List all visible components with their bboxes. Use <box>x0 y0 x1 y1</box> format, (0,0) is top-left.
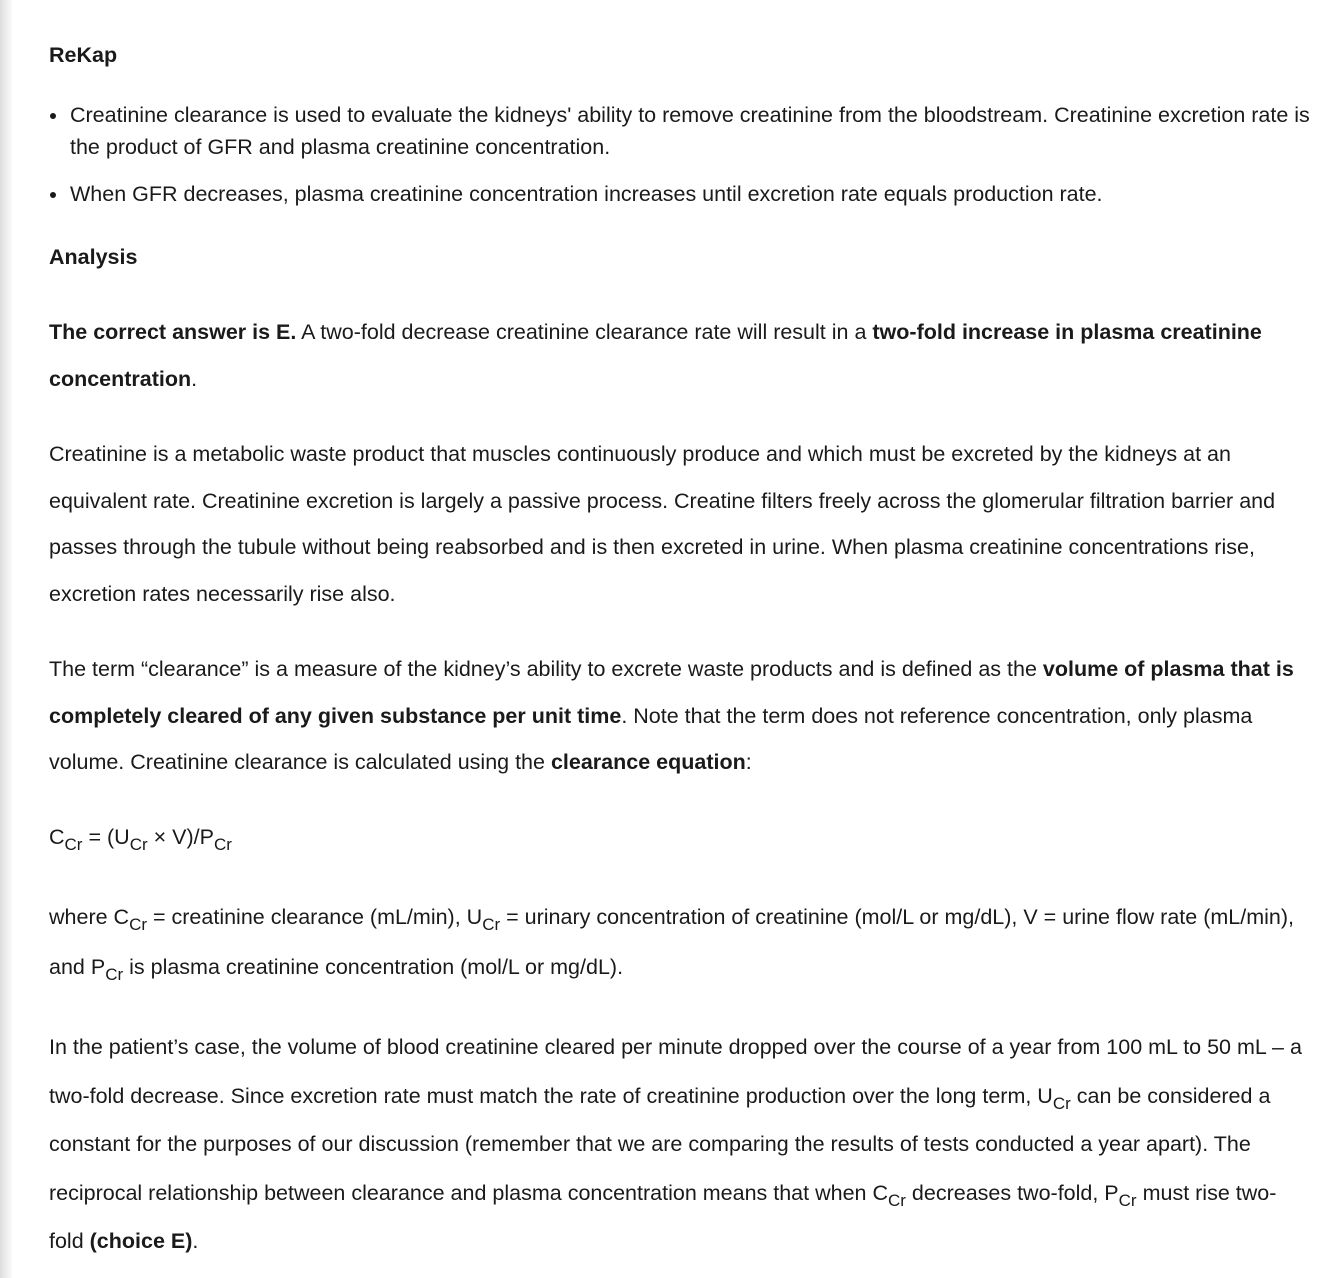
clearance-text: . Note that the term does not reference concentration, only plasma volume. Creatinine clearance is calculated using the <box>49 703 1253 774</box>
equation-subscript: Cr <box>64 835 83 854</box>
correct-answer-paragraph <box>49 309 1311 402</box>
answer-emphasis: two-fold increase in plasma creatinine concentration <box>49 320 1262 391</box>
patient-text: . <box>192 1229 199 1253</box>
patient-subscript: Cr <box>1052 1093 1071 1113</box>
definition-text: where C <box>49 905 130 929</box>
patient-case-paragraph <box>49 1023 1311 1266</box>
equation-text: × V)/P <box>147 825 214 849</box>
correct-answer-lead: The correct answer is E. <box>49 320 297 344</box>
clearance-text: : <box>745 750 752 774</box>
patient-text: can be considered a constant for the purposes of our discussion (remember that we are comparing the results of tests conducted a year apart). The reciprocal relationship between clearance and plasma concentration means that when C <box>49 1083 1271 1205</box>
patient-text: In the patient’s case, the volume of blood creatinine cleared per minute dropped over the course of a year from 100 mL to 50 mL – a two-fold decrease. Since excretion rate must match the rate of creatinine production over the long term, U <box>49 1035 1302 1108</box>
analysis-heading: Analysis <box>49 245 138 269</box>
variable-definitions-paragraph <box>49 892 1311 992</box>
patient-text: must rise two-fold <box>49 1180 1277 1253</box>
definition-text: is plasma creatinine concentration (mol/L or mg/dL). <box>123 955 624 979</box>
rekap-heading: ReKap <box>49 43 118 67</box>
definition-subscript: Cr <box>482 915 501 934</box>
definition-subscript: Cr <box>105 965 124 984</box>
window-left-edge <box>0 0 12 1278</box>
clearance-text: The term “clearance” is a measure of the kidney’s ability to excrete waste products and is defined as the <box>49 657 1043 681</box>
choice-e-bold: (choice E) <box>89 1229 193 1253</box>
clearance-equation-bold: clearance equation <box>550 750 746 774</box>
equation-text: C <box>49 825 65 849</box>
creatinine-waste-paragraph: Creatinine is a metabolic waste product that muscles continuously produce and which must be excreted by the kidneys at an equivalent rate. Creatinine excretion is largely a passive process. Creatine filters freely across the glomerular filtration barrier and passes through the tubule without being reabsorbed and is then excreted in urine. When plasma creatinine concentrations rise, excretion rates necessarily rise also. <box>49 442 1276 606</box>
equation-text: = (U <box>82 825 130 849</box>
equation-subscript: Cr <box>129 835 148 854</box>
answer-text: A two-fold decrease creatinine clearance rate will result in a <box>296 320 873 344</box>
definition-text: = urinary concentration of creatinine (mol/L or mg/dL), V = urine flow rate (mL/min), and P <box>49 905 1294 979</box>
clearance-definition-paragraph <box>49 646 1311 786</box>
definition-text: = creatinine clearance (mL/min), U <box>147 905 483 929</box>
patient-text: decreases two-fold, P <box>905 1180 1119 1205</box>
definition-subscript: Cr <box>129 915 148 934</box>
clearance-definition-bold: volume of plasma that is completely cleared of any given substance per unit time <box>49 657 1294 728</box>
patient-subscript: Cr <box>1118 1190 1137 1210</box>
answer-end: . <box>191 366 198 391</box>
rekap-bullet-list <box>49 99 1311 225</box>
rekap-bullet: When GFR decreases, plasma creatinine concentration increases until excretion rate equals production rate. <box>49 178 1311 210</box>
patient-subscript: Cr <box>887 1190 906 1210</box>
equation-subscript: Cr <box>213 835 232 854</box>
rekap-bullet: Creatinine clearance is used to evaluate the kidneys' ability to remove creatinine from the bloodstream. Creatinine excretion rate is the product of GFR and plasma creatinine concentration. <box>49 99 1311 163</box>
clearance-equation <box>49 814 1311 861</box>
